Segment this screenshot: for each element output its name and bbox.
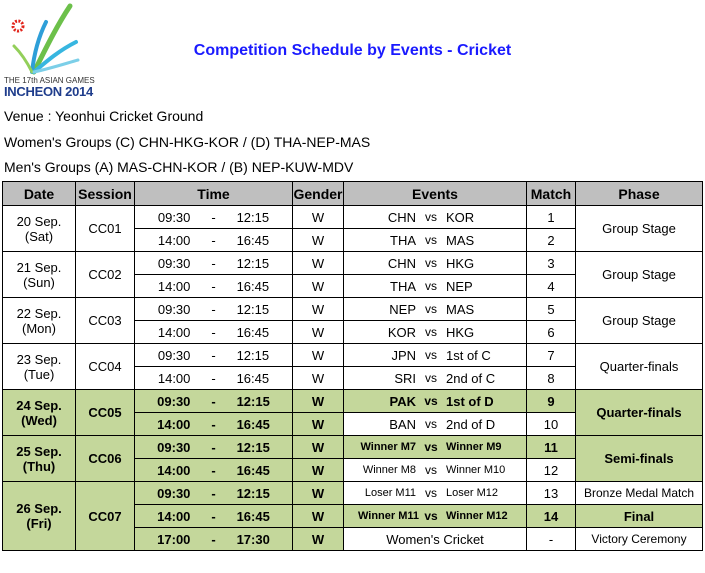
logo-caption: THE 17th ASIAN GAMES	[4, 76, 95, 85]
page-title: Competition Schedule by Events - Cricket	[193, 42, 512, 59]
match-cell: 6	[527, 321, 576, 344]
event-matchup	[344, 371, 526, 386]
gender-cell: W	[293, 413, 344, 436]
date-weekday: (Wed)	[21, 412, 57, 428]
event-matchup	[344, 394, 526, 409]
time-range	[135, 348, 292, 363]
time-dash: -	[211, 485, 216, 501]
end-time: 16:45	[236, 324, 270, 340]
start-time: 09:30	[157, 209, 191, 225]
gender-cell: W	[293, 367, 344, 390]
team-1: CHN	[387, 209, 416, 225]
end-time: 12:15	[236, 255, 270, 271]
gender-cell: W	[293, 482, 344, 505]
time-range	[135, 371, 292, 386]
time-cell	[135, 367, 293, 390]
event-matchup	[344, 325, 526, 340]
date-weekday: (Sat)	[24, 228, 54, 244]
time-dash: -	[211, 508, 216, 524]
table-row	[3, 390, 703, 413]
date-day: 24 Sep.	[16, 397, 62, 413]
match-cell: 2	[527, 229, 576, 252]
time-dash: -	[211, 324, 216, 340]
gender-cell: W	[293, 229, 344, 252]
event-matchup	[344, 302, 526, 317]
team-2: 2nd of D	[446, 416, 496, 432]
time-dash: -	[211, 278, 216, 294]
start-time: 09:30	[157, 439, 191, 455]
date-cell	[3, 344, 76, 390]
event-cell	[344, 413, 527, 436]
time-dash: -	[211, 462, 216, 478]
event-cell	[344, 298, 527, 321]
vs-label: vs	[425, 486, 437, 500]
date-day: 20 Sep.	[16, 213, 62, 229]
date-weekday: (Tue)	[23, 366, 55, 382]
match-cell: 8	[527, 367, 576, 390]
match-cell: 7	[527, 344, 576, 367]
start-time: 14:00	[157, 508, 191, 524]
phase-cell: Group Stage	[576, 298, 703, 344]
date-cell	[3, 482, 76, 551]
vs-label: vs	[425, 279, 437, 293]
match-cell: 14	[527, 505, 576, 528]
gender-cell: W	[293, 252, 344, 275]
start-time: 14:00	[157, 232, 191, 248]
event-matchup	[344, 279, 526, 294]
team-1: Winner M11	[358, 510, 420, 522]
vs-label: vs	[425, 371, 437, 385]
womens-groups-text: Women's Groups (C) CHN-HKG-KOR / (D) THA-NEP-MAS	[4, 134, 371, 150]
time-cell	[135, 413, 293, 436]
gender-cell: W	[293, 390, 344, 413]
event-matchup	[344, 417, 526, 432]
time-range	[135, 417, 292, 432]
match-cell: 10	[527, 413, 576, 436]
event-matchup	[344, 256, 526, 271]
start-time: 14:00	[157, 278, 191, 294]
event-cell	[344, 229, 527, 252]
gender-cell: W	[293, 505, 344, 528]
time-range	[135, 532, 292, 547]
date-day: 26 Sep.	[16, 501, 62, 516]
table-row	[3, 436, 703, 459]
session-cell: CC04	[76, 344, 135, 390]
time-range	[135, 302, 292, 317]
team-1: THA	[390, 278, 416, 294]
team-2: Winner M12	[446, 510, 508, 522]
end-time: 12:15	[236, 485, 270, 501]
event-cell	[344, 367, 527, 390]
team-2: 1st of C	[446, 347, 491, 363]
time-range	[135, 233, 292, 248]
time-cell	[135, 298, 293, 321]
event-matchup	[344, 486, 526, 500]
team-2: MAS	[446, 232, 475, 248]
phase-cell: Bronze Medal Match	[576, 482, 703, 505]
end-time: 12:15	[236, 439, 270, 455]
team-2: HKG	[446, 324, 475, 340]
team-2: 1st of D	[446, 393, 494, 409]
time-dash: -	[211, 416, 216, 432]
date-day: 21 Sep.	[16, 259, 62, 275]
event-cell	[344, 275, 527, 298]
time-dash: -	[211, 347, 216, 363]
phase-cell: Quarter-finals	[576, 344, 703, 390]
header-gender: Gender	[293, 182, 344, 206]
time-dash: -	[211, 301, 216, 317]
team-1: Loser M11	[364, 487, 416, 499]
event-cell	[344, 436, 527, 459]
end-time: 12:15	[236, 347, 270, 363]
venue-text: Venue : Yeonhui Cricket Ground	[4, 108, 204, 124]
team-2: 2nd of C	[446, 370, 496, 386]
session-cell: CC02	[76, 252, 135, 298]
date-cell	[3, 390, 76, 436]
match-cell: 13	[527, 482, 576, 505]
vs-label: vs	[425, 348, 437, 362]
table-row	[3, 252, 703, 275]
gender-cell: W	[293, 528, 344, 551]
time-dash: -	[211, 255, 216, 271]
team-1: SRI	[394, 370, 416, 386]
team-1: BAN	[389, 416, 416, 432]
date-weekday: (Mon)	[22, 320, 56, 336]
header-events: Events	[344, 182, 527, 206]
phase-cell: Final	[576, 505, 703, 528]
time-range	[135, 486, 292, 501]
table-row	[3, 344, 703, 367]
start-time: 14:00	[157, 324, 191, 340]
time-cell	[135, 275, 293, 298]
team-1: CHN	[387, 255, 416, 271]
team-1: PAK	[389, 393, 416, 409]
time-cell	[135, 390, 293, 413]
vs-label: vs	[425, 233, 437, 247]
header-match: Match	[527, 182, 576, 206]
start-time: 14:00	[157, 370, 191, 386]
time-range	[135, 279, 292, 294]
gender-cell: W	[293, 275, 344, 298]
team-2: NEP	[446, 278, 473, 294]
team-1: KOR	[387, 324, 416, 340]
date-weekday: (Fri)	[26, 516, 52, 531]
match-cell: 5	[527, 298, 576, 321]
time-range	[135, 394, 292, 409]
gender-cell: W	[293, 321, 344, 344]
end-time: 17:30	[236, 531, 270, 547]
date-day: 23 Sep.	[16, 351, 62, 367]
time-cell	[135, 344, 293, 367]
start-time: 09:30	[157, 347, 191, 363]
time-cell	[135, 229, 293, 252]
end-time: 16:45	[236, 462, 270, 478]
event-cell	[344, 344, 527, 367]
phase-cell: Group Stage	[576, 252, 703, 298]
team-1: Winner M8	[362, 464, 416, 476]
table-row	[3, 298, 703, 321]
team-1: Winner M7	[360, 441, 416, 453]
start-time: 09:30	[157, 485, 191, 501]
end-time: 16:45	[236, 232, 270, 248]
team-2: MAS	[446, 301, 475, 317]
start-time: 09:30	[157, 393, 191, 409]
time-cell	[135, 459, 293, 482]
vs-label: vs	[424, 394, 438, 408]
event-cell	[344, 206, 527, 229]
session-cell: CC07	[76, 482, 135, 551]
match-cell: 11	[527, 436, 576, 459]
session-cell: CC03	[76, 298, 135, 344]
end-time: 12:15	[236, 393, 270, 409]
session-cell: CC01	[76, 206, 135, 252]
event-matchup	[344, 210, 526, 225]
time-dash: -	[211, 439, 216, 455]
session-cell: CC06	[76, 436, 135, 482]
event-matchup	[344, 440, 526, 454]
phase-cell: Group Stage	[576, 206, 703, 252]
start-time: 14:00	[157, 462, 191, 478]
time-cell	[135, 321, 293, 344]
event-matchup	[344, 233, 526, 248]
header-phase: Phase	[576, 182, 703, 206]
date-cell	[3, 436, 76, 482]
date-cell	[3, 252, 76, 298]
session-cell: CC05	[76, 390, 135, 436]
date-day: 22 Sep.	[16, 305, 62, 321]
gender-cell: W	[293, 436, 344, 459]
end-time: 16:45	[236, 370, 270, 386]
time-range	[135, 463, 292, 478]
logo-wordmark: INCHEON 2014	[4, 84, 93, 99]
time-dash: -	[211, 370, 216, 386]
team-1: JPN	[391, 347, 416, 363]
gender-cell: W	[293, 298, 344, 321]
end-time: 12:15	[236, 209, 270, 225]
mens-groups-text: Men's Groups (A) MAS-CHN-KOR / (B) NEP-KUW-MDV	[4, 159, 354, 175]
phase-cell: Victory Ceremony	[576, 528, 703, 551]
vs-label: vs	[425, 325, 437, 339]
time-range	[135, 325, 292, 340]
event-cell	[344, 321, 527, 344]
event-cell	[344, 505, 527, 528]
schedule-table	[2, 181, 703, 551]
event-matchup	[344, 348, 526, 363]
time-range	[135, 210, 292, 225]
match-cell: 1	[527, 206, 576, 229]
time-cell	[135, 528, 293, 551]
gender-cell: W	[293, 206, 344, 229]
match-cell: 4	[527, 275, 576, 298]
start-time: 14:00	[157, 416, 191, 432]
time-dash: -	[211, 232, 216, 248]
date-weekday: (Sun)	[23, 274, 55, 290]
end-time: 16:45	[236, 278, 270, 294]
team-1: THA	[390, 232, 416, 248]
team-2: KOR	[446, 209, 475, 225]
time-cell	[135, 436, 293, 459]
match-cell: -	[527, 528, 576, 551]
end-time: 12:15	[236, 301, 270, 317]
start-time: 09:30	[157, 255, 191, 271]
match-cell: 9	[527, 390, 576, 413]
vs-label: vs	[425, 256, 437, 270]
time-cell	[135, 482, 293, 505]
team-2: Loser M12	[446, 487, 498, 499]
start-time: 09:30	[157, 301, 191, 317]
start-time: 17:00	[157, 531, 191, 547]
phase-cell: Quarter-finals	[576, 390, 703, 436]
event-matchup	[344, 509, 526, 523]
vs-label: vs	[425, 302, 437, 316]
time-cell	[135, 206, 293, 229]
date-weekday: (Thu)	[22, 458, 56, 474]
end-time: 16:45	[236, 416, 270, 432]
vs-label: vs	[424, 509, 438, 523]
vs-label: vs	[424, 440, 438, 454]
match-cell: 12	[527, 459, 576, 482]
gender-cell: W	[293, 459, 344, 482]
time-range	[135, 509, 292, 524]
event-cell	[344, 252, 527, 275]
phase-cell: Semi-finals	[576, 436, 703, 482]
date-cell	[3, 298, 76, 344]
time-cell	[135, 252, 293, 275]
event-cell	[344, 390, 527, 413]
team-2: Winner M10	[446, 464, 506, 476]
time-dash: -	[211, 393, 216, 409]
team-1: NEP	[389, 301, 416, 317]
date-day: 25 Sep.	[16, 443, 62, 459]
gender-cell: W	[293, 344, 344, 367]
time-range	[135, 256, 292, 271]
date-cell	[3, 206, 76, 252]
time-dash: -	[211, 209, 216, 225]
match-cell: 3	[527, 252, 576, 275]
time-dash: -	[211, 531, 216, 547]
header-session: Session	[76, 182, 135, 206]
vs-label: vs	[425, 417, 437, 431]
event-matchup	[344, 463, 526, 477]
vs-label: vs	[425, 210, 437, 224]
end-time: 16:45	[236, 508, 270, 524]
vs-label: vs	[425, 463, 437, 477]
table-header-row	[3, 182, 703, 206]
table-row	[3, 482, 703, 505]
team-2: Winner M9	[446, 441, 502, 453]
event-cell	[344, 482, 527, 505]
table-row	[3, 206, 703, 229]
event-cell	[344, 459, 527, 482]
time-range	[135, 440, 292, 455]
team-2: HKG	[446, 255, 475, 271]
header-date: Date	[3, 182, 76, 206]
event-cell: Women's Cricket	[344, 528, 527, 551]
time-cell	[135, 505, 293, 528]
header-time: Time	[135, 182, 293, 206]
